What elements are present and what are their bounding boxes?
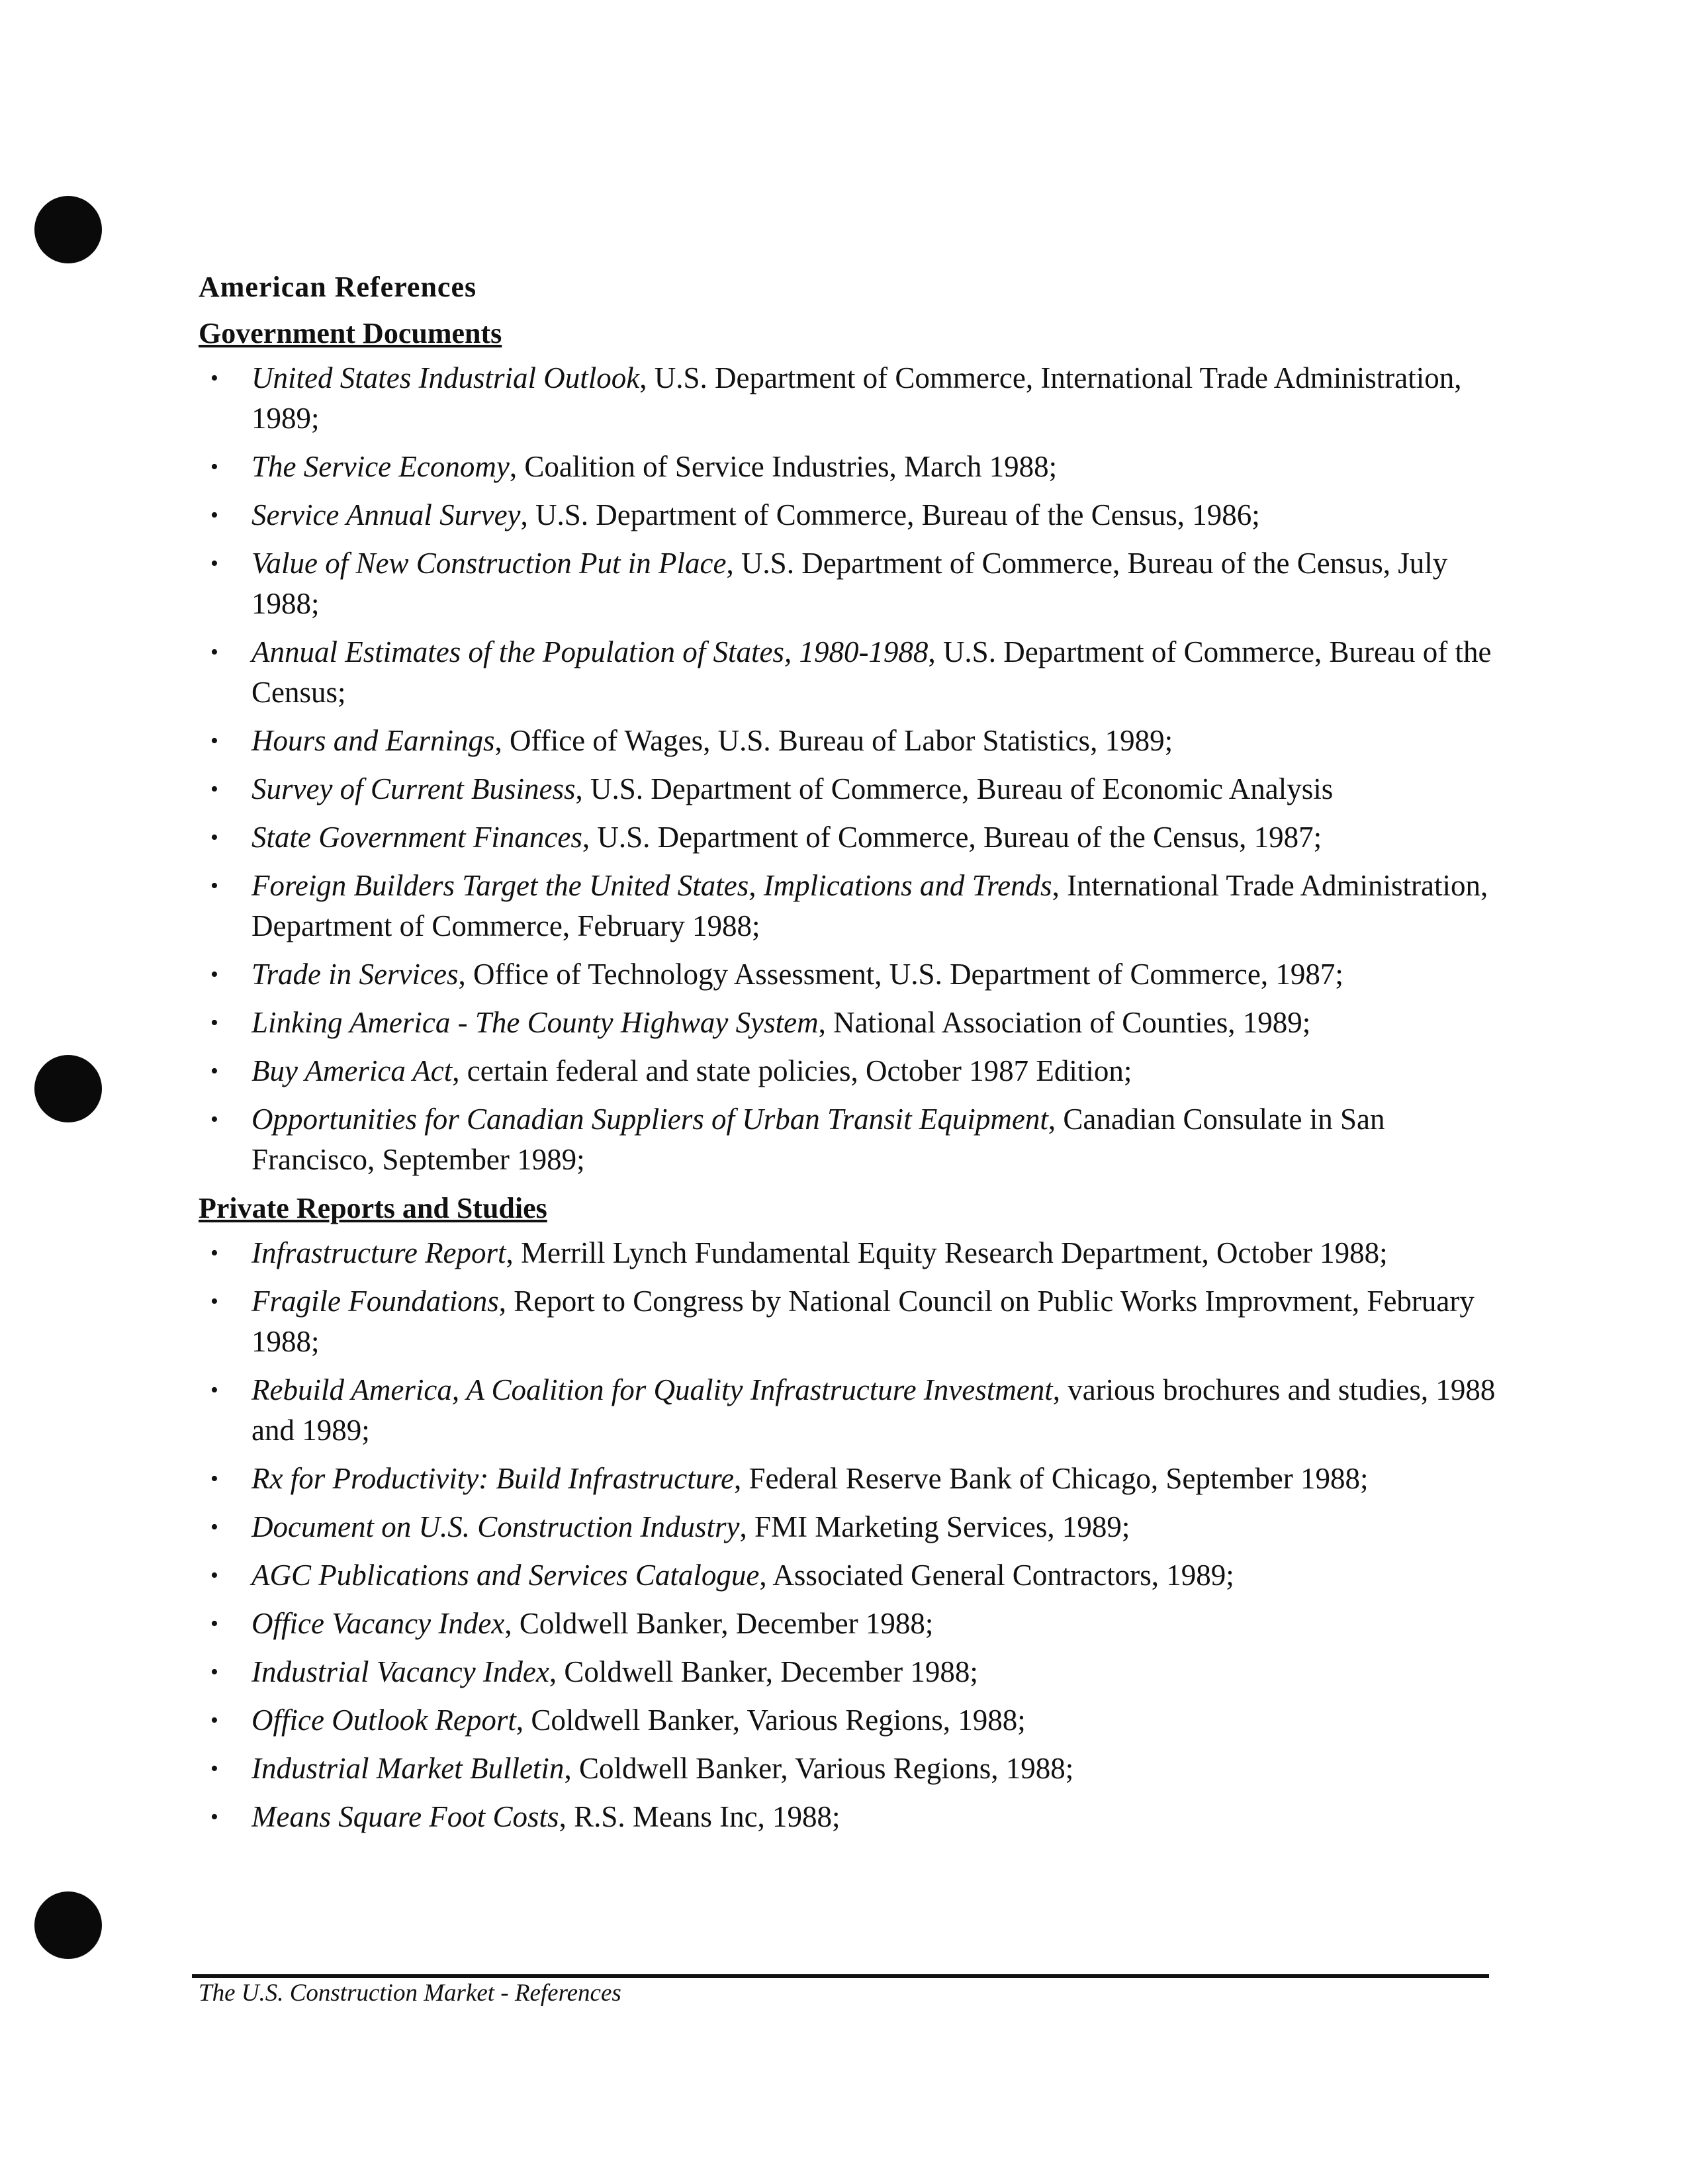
reference-title: Service Annual Survey (251, 498, 521, 531)
reference-item (199, 358, 1509, 439)
reference-title: Office Vacancy Index (251, 1607, 505, 1640)
reference-item (199, 1797, 1509, 1837)
reference-item (199, 447, 1509, 487)
reference-details: , various brochures and studies, 1988 and 1989; (251, 1373, 1496, 1447)
reference-title: Document on U.S. Construction Industry (251, 1510, 740, 1543)
reference-item (199, 543, 1509, 624)
bullet-icon: • (210, 874, 218, 898)
reference-title: United States Industrial Outlook (251, 361, 640, 394)
reference-item (199, 1700, 1509, 1741)
reference-item (199, 1507, 1509, 1547)
bullet-icon: • (210, 1467, 218, 1491)
reference-details: , Office of Technology Assessment, U.S. Department of Commerce, 1987; (458, 958, 1343, 991)
reference-details: , Merrill Lynch Fundamental Equity Research Department, October 1988; (506, 1236, 1388, 1269)
bullet-icon: • (210, 1612, 218, 1636)
reference-title: Survey of Current Business (251, 772, 576, 805)
section-title-government-documents: Government Documents (199, 317, 502, 349)
bullet-icon: • (210, 366, 218, 390)
bullet-icon: • (210, 729, 218, 753)
reference-title: Buy America Act (251, 1054, 453, 1087)
reference-details: , U.S. Department of Commerce, Bureau of the Census; (251, 635, 1492, 709)
bullet-icon: • (210, 1756, 218, 1781)
reference-title: Trade in Services (251, 958, 459, 991)
reference-item (199, 1003, 1509, 1043)
bullet-icon: • (210, 1660, 218, 1684)
reference-title: Office Outlook Report (251, 1704, 516, 1737)
reference-title: Hours and Earnings (251, 724, 495, 757)
reference-title: Value of New Construction Put in Place (251, 547, 727, 580)
bullet-icon: • (210, 825, 218, 850)
reference-details: , International Trade Administration, Department of Commerce, February 1988; (251, 869, 1488, 942)
reference-title: Opportunities for Canadian Suppliers of Urban Transit Equipment (251, 1103, 1048, 1136)
reference-details: , Coldwell Banker, December 1988; (504, 1607, 934, 1640)
reference-details: , Coldwell Banker, Various Regions, 1988; (564, 1752, 1074, 1785)
reference-details: , Coldwell Banker, December 1988; (549, 1655, 978, 1688)
section-title-private-reports: Private Reports and Studies (199, 1192, 547, 1224)
reference-item (199, 817, 1509, 858)
reference-details: , Coalition of Service Industries, March 1988; (509, 450, 1058, 483)
bullet-icon: • (210, 640, 218, 664)
reference-title: The Service Economy (251, 450, 510, 483)
reference-details: , Associated General Contractors, 1989; (759, 1559, 1234, 1592)
reference-item (199, 1555, 1509, 1596)
reference-details: , Coldwell Banker, Various Regions, 1988; (516, 1704, 1026, 1737)
bullet-icon: • (210, 1708, 218, 1733)
reference-details: , certain federal and state policies, October 1987 Edition; (452, 1054, 1132, 1087)
reference-details: , Federal Reserve Bank of Chicago, September 1988; (734, 1462, 1369, 1495)
binder-punch-hole (34, 1891, 102, 1959)
reference-title: Means Square Foot Costs (251, 1800, 559, 1833)
reference-title: Annual Estimates of the Population of States, 1980-1988 (251, 635, 929, 668)
reference-title: AGC Publications and Services Catalogue (251, 1559, 760, 1592)
reference-item (199, 1370, 1509, 1451)
reference-title: Linking America - The County Highway System (251, 1006, 819, 1039)
page-heading: American References (199, 271, 477, 303)
bullet-icon: • (210, 1289, 218, 1314)
reference-item (199, 1604, 1509, 1644)
reference-item (199, 1652, 1509, 1692)
private-reports-list (199, 1233, 1509, 1837)
reference-details: , R.S. Means Inc, 1988; (559, 1800, 840, 1833)
reference-item (199, 1051, 1509, 1091)
reference-details: , U.S. Department of Commerce, Bureau of Economic Analysis (575, 772, 1334, 805)
reference-title: Fragile Foundations (251, 1285, 499, 1318)
reference-details: , U.S. Department of Commerce, International Trade Administration, 1989; (251, 361, 1462, 435)
reference-details: , U.S. Department of Commerce, Bureau of the Census, 1987; (582, 821, 1322, 854)
reference-item (199, 954, 1509, 995)
reference-title: Rx for Productivity: Build Infrastructure (251, 1462, 735, 1495)
reference-item (199, 495, 1509, 535)
reference-item (199, 1233, 1509, 1273)
bullet-icon: • (210, 1241, 218, 1265)
bullet-icon: • (210, 551, 218, 576)
bullet-icon: • (210, 962, 218, 987)
bullet-icon: • (210, 1011, 218, 1035)
bullet-icon: • (210, 1563, 218, 1588)
bullet-icon: • (210, 1378, 218, 1402)
binder-punch-hole (34, 196, 102, 263)
reference-details: , U.S. Department of Commerce, Bureau of the Census, 1986; (520, 498, 1260, 531)
reference-item (199, 866, 1509, 946)
reference-title: Industrial Vacancy Index (251, 1655, 549, 1688)
references-page (199, 261, 1509, 1845)
reference-item (199, 769, 1509, 809)
reference-title: State Government Finances (251, 821, 582, 854)
bullet-icon: • (210, 1059, 218, 1083)
bullet-icon: • (210, 1805, 218, 1829)
reference-details: , FMI Marketing Services, 1989; (739, 1510, 1130, 1543)
bullet-icon: • (210, 1515, 218, 1539)
bullet-icon: • (210, 777, 218, 801)
bullet-icon: • (210, 455, 218, 479)
reference-item (199, 1099, 1509, 1180)
reference-title: Infrastructure Report (251, 1236, 506, 1269)
reference-item (199, 1459, 1509, 1499)
reference-details: , Report to Congress by National Council on Public Works Improvment, February 1988; (251, 1285, 1475, 1358)
reference-item (199, 1281, 1509, 1362)
reference-details: , National Association of Counties, 1989; (818, 1006, 1311, 1039)
binder-punch-hole (34, 1055, 102, 1122)
reference-title: Rebuild America, A Coalition for Quality Infrastructure Investment (251, 1373, 1053, 1406)
government-documents-list (199, 358, 1509, 1180)
reference-title: Foreign Builders Target the United States, Implications and Trends (251, 869, 1052, 902)
bullet-icon: • (210, 503, 218, 527)
reference-item (199, 632, 1509, 713)
reference-details: , Office of Wages, U.S. Bureau of Labor Statistics, 1989; (494, 724, 1173, 757)
bullet-icon: • (210, 1107, 218, 1132)
reference-title: Industrial Market Bulletin (251, 1752, 565, 1785)
reference-item (199, 721, 1509, 761)
reference-details: , Canadian Consulate in San Francisco, September 1989; (251, 1103, 1385, 1176)
reference-item (199, 1749, 1509, 1789)
reference-details: , U.S. Department of Commerce, Bureau of the Census, July 1988; (251, 547, 1448, 620)
page-footer: The U.S. Construction Market - References (199, 1979, 621, 2007)
